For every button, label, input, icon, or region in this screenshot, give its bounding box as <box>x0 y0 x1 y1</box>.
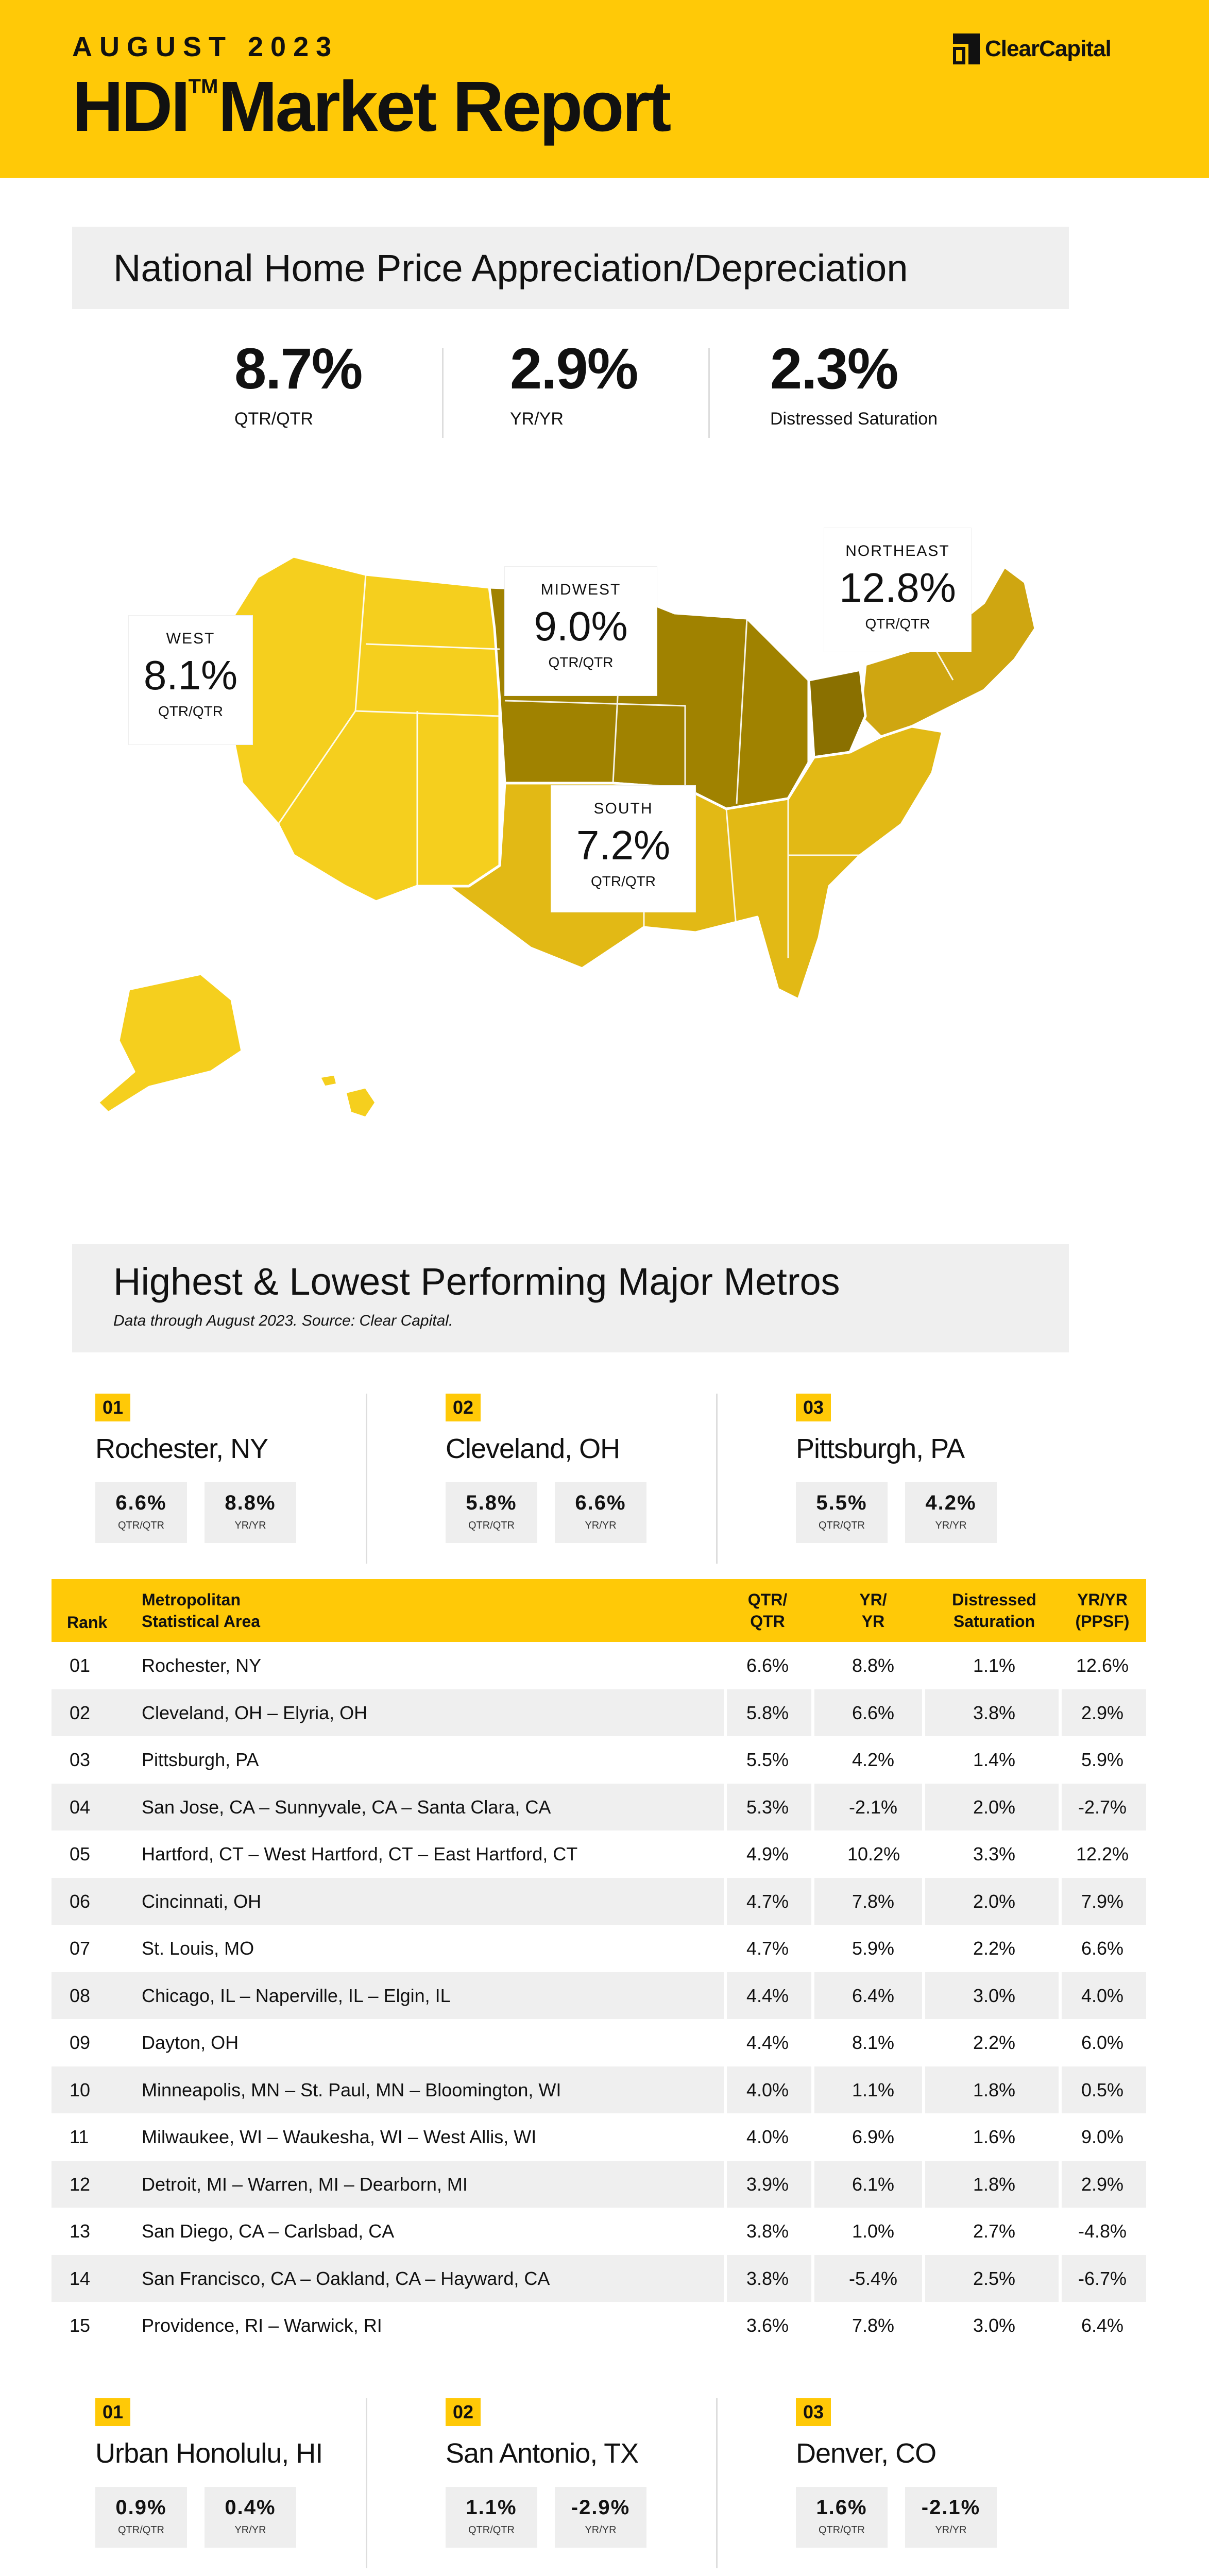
cell-msa: Cincinnati, OH <box>142 1890 262 1912</box>
col-ppsf-line2: (PPSF) <box>1075 1612 1130 1631</box>
column-separator <box>922 2302 925 2349</box>
highest-metros-table <box>52 1579 1146 2349</box>
pill-label: QTR/QTR <box>819 1520 865 1531</box>
metro-name: Pittsburgh, PA <box>796 1433 965 1464</box>
pill-value: -2.1% <box>921 2496 981 2519</box>
stat-label: YR/YR <box>510 409 564 429</box>
cell-msa: Pittsburgh, PA <box>142 1749 259 1770</box>
region-value: 9.0% <box>534 603 628 649</box>
column-separator <box>811 1878 814 1925</box>
column-separator <box>811 2255 814 2302</box>
stat-label: QTR/QTR <box>234 409 313 429</box>
pill-value: 6.6% <box>115 1492 167 1514</box>
region-hawaii-2 <box>319 1074 337 1087</box>
metros-heading-box <box>72 1244 1069 1352</box>
cell-rank: 08 <box>70 1985 91 2006</box>
yr-pill <box>205 2487 296 2548</box>
qtr-pill <box>796 1482 888 1543</box>
yr-pill <box>905 1482 997 1543</box>
column-separator <box>1059 1642 1062 1689</box>
cell-distressed: 2.5% <box>973 2267 1016 2289</box>
low-metro-card <box>446 2398 744 2536</box>
callout-west <box>129 616 252 744</box>
col-msa-line2: Statistical Area <box>142 1612 261 1631</box>
column-separator <box>922 2255 925 2302</box>
cell-rank: 09 <box>70 2032 91 2053</box>
title-hdi: HDI <box>72 67 189 146</box>
col-rank: Rank <box>67 1613 108 1632</box>
cell-distressed: 1.6% <box>973 2126 1016 2147</box>
column-separator <box>922 1972 925 2020</box>
cell-msa: San Francisco, CA – Oakland, CA – Hayward, CA <box>142 2267 550 2289</box>
pill-label: YR/YR <box>935 1520 967 1531</box>
column-separator <box>1059 2113 1062 2161</box>
column-separator <box>1059 1689 1062 1737</box>
column-separator <box>724 1925 727 1972</box>
column-separator <box>811 1736 814 1784</box>
column-separator <box>811 1831 814 1878</box>
cell-ppsf: 6.6% <box>1081 1938 1124 1959</box>
cell-qtr: 3.9% <box>746 2173 789 2195</box>
cell-ppsf: 5.9% <box>1081 1749 1124 1770</box>
column-separator <box>922 1831 925 1878</box>
cell-distressed: 1.1% <box>973 1655 1016 1676</box>
cell-qtr: 4.0% <box>746 2126 789 2147</box>
pill-value: 8.8% <box>225 1492 276 1514</box>
pill-value: 5.8% <box>466 1492 517 1514</box>
region-alaska <box>98 974 242 1113</box>
national-heading-box <box>72 227 1069 309</box>
cell-qtr: 4.7% <box>746 1938 789 1959</box>
stat-divider <box>442 348 444 438</box>
metros-heading: Highest & Lowest Performing Major Metros <box>113 1260 840 1303</box>
table-row <box>52 1784 1146 1831</box>
column-separator <box>922 2066 925 2114</box>
column-separator <box>811 1972 814 2020</box>
cell-distressed: 1.8% <box>973 2079 1016 2100</box>
column-separator <box>1059 2019 1062 2066</box>
region-name: SOUTH <box>593 800 653 817</box>
stat-label: Distressed Saturation <box>770 409 938 429</box>
cell-msa: Hartford, CT – West Hartford, CT – East Hartford, CT <box>142 1843 578 1865</box>
rank-badge: 01 <box>95 2398 130 2426</box>
column-separator <box>922 2113 925 2161</box>
qtr-pill <box>446 2487 537 2548</box>
table-row <box>52 1642 1146 1689</box>
rank-badge: 03 <box>796 2398 831 2426</box>
cell-msa: Detroit, MI – Warren, MI – Dearborn, MI <box>142 2173 468 2195</box>
column-separator <box>1059 2066 1062 2114</box>
cell-msa: Rochester, NY <box>142 1655 262 1676</box>
pill-label: QTR/QTR <box>468 1520 515 1531</box>
cell-rank: 15 <box>70 2315 91 2336</box>
table-row <box>52 2066 1146 2114</box>
cell-msa: Dayton, OH <box>142 2032 239 2053</box>
cell-yr: 1.1% <box>852 2079 895 2100</box>
cell-qtr: 3.6% <box>746 2315 789 2336</box>
cell-distressed: 3.0% <box>973 2315 1016 2336</box>
table-row <box>52 1689 1146 1737</box>
cell-yr: 10.2% <box>847 1843 900 1865</box>
cell-rank: 11 <box>70 2126 89 2147</box>
top-metro-card <box>95 1394 394 1531</box>
title-trademark: TM <box>188 75 218 98</box>
cell-distressed: 3.3% <box>973 1843 1016 1865</box>
cell-qtr: 5.3% <box>746 1796 789 1818</box>
column-separator <box>922 2208 925 2255</box>
column-separator <box>811 2161 814 2208</box>
cell-ppsf: 12.6% <box>1076 1655 1129 1676</box>
column-separator <box>1059 1925 1062 1972</box>
column-separator <box>922 1878 925 1925</box>
report-title <box>72 67 670 146</box>
column-separator <box>922 1925 925 1972</box>
card-divider <box>716 2398 718 2568</box>
table-row <box>52 1736 1146 1784</box>
cell-qtr: 4.4% <box>746 2032 789 2053</box>
table-row <box>52 2208 1146 2255</box>
cell-yr: 4.2% <box>852 1749 895 1770</box>
col-qtr-line1: QTR/ <box>747 1590 788 1609</box>
cell-rank: 04 <box>70 1796 91 1818</box>
table-row <box>52 1878 1146 1925</box>
cell-distressed: 1.8% <box>973 2173 1016 2195</box>
cell-qtr: 6.6% <box>746 1655 789 1676</box>
cell-ppsf: 4.0% <box>1081 1985 1124 2006</box>
metro-name: Rochester, NY <box>95 1433 268 1464</box>
pill-value: 0.9% <box>115 2496 167 2519</box>
top-metro-card <box>446 1394 744 1531</box>
column-separator <box>811 1642 814 1689</box>
cell-qtr: 3.8% <box>746 2267 789 2289</box>
metro-name: Cleveland, OH <box>446 1433 620 1464</box>
cell-qtr: 4.0% <box>746 2079 789 2100</box>
region-name: MIDWEST <box>540 581 621 598</box>
report-month: AUGUST 2023 <box>72 31 339 62</box>
column-separator <box>922 1784 925 1831</box>
column-separator <box>922 2161 925 2208</box>
pill-label: YR/YR <box>935 2524 967 2536</box>
column-separator <box>1059 1972 1062 2020</box>
cell-ppsf: 12.2% <box>1076 1843 1129 1865</box>
cell-qtr: 5.5% <box>746 1749 789 1770</box>
cell-rank: 12 <box>70 2173 91 2195</box>
column-separator <box>724 2208 727 2255</box>
column-separator <box>811 2113 814 2161</box>
cell-yr: 7.8% <box>852 1890 895 1912</box>
pill-label: QTR/QTR <box>468 2524 515 2536</box>
pill-value: -2.9% <box>571 2496 631 2519</box>
region-hawaii <box>345 1087 376 1118</box>
pill-label: QTR/QTR <box>118 1520 164 1531</box>
pill-value: 1.1% <box>466 2496 517 2519</box>
col-yr-line2: YR <box>861 1612 885 1631</box>
region-unit: QTR/QTR <box>158 703 223 719</box>
cell-rank: 02 <box>70 1702 91 1723</box>
pill-value: 6.6% <box>575 1492 626 1514</box>
national-stat-qtr <box>234 336 362 429</box>
cell-yr: 6.9% <box>852 2126 895 2147</box>
column-separator <box>922 2019 925 2066</box>
rank-badge: 02 <box>446 2398 481 2426</box>
pill-label: QTR/QTR <box>819 2524 865 2536</box>
logo-mark-icon <box>953 33 980 64</box>
table-row <box>52 1972 1146 2020</box>
qtr-pill <box>95 2487 187 2548</box>
col-msa <box>142 1589 260 1632</box>
region-unit: QTR/QTR <box>591 873 656 889</box>
pill-label: QTR/QTR <box>118 2524 164 2536</box>
cell-yr: 6.1% <box>852 2173 895 2195</box>
column-separator <box>1059 1736 1062 1784</box>
rank-badge: 03 <box>796 1394 831 1421</box>
national-heading: National Home Price Appreciation/Depreciation <box>113 247 908 290</box>
pill-value: 0.4% <box>225 2496 276 2519</box>
cell-qtr: 4.9% <box>746 1843 789 1865</box>
cell-yr: 7.8% <box>852 2315 895 2336</box>
cell-yr: -2.1% <box>848 1796 898 1818</box>
rank-badge: 01 <box>95 1394 130 1421</box>
column-separator <box>1059 2255 1062 2302</box>
column-separator <box>811 2019 814 2066</box>
cell-distressed: 2.0% <box>973 1890 1016 1912</box>
cell-rank: 14 <box>70 2267 91 2289</box>
low-metro-card <box>796 2398 1095 2536</box>
pill-label: YR/YR <box>234 1520 266 1531</box>
metro-name: San Antonio, TX <box>446 2438 639 2469</box>
pill-value: 1.6% <box>816 2496 867 2519</box>
pill-value: 5.5% <box>816 1492 867 1514</box>
column-separator <box>724 1831 727 1878</box>
col-yr-line1: YR/ <box>859 1590 887 1609</box>
column-separator <box>724 1784 727 1831</box>
cell-distressed: 3.8% <box>973 1702 1016 1723</box>
yr-pill <box>555 1482 646 1543</box>
cell-yr: 8.8% <box>852 1655 895 1676</box>
column-separator <box>724 1689 727 1737</box>
metro-name: Denver, CO <box>796 2438 936 2469</box>
column-separator <box>922 1689 925 1737</box>
cell-msa: Chicago, IL – Naperville, IL – Elgin, IL <box>142 1985 451 2006</box>
card-divider <box>366 1394 367 1564</box>
column-separator <box>922 1642 925 1689</box>
pill-label: YR/YR <box>234 2524 266 2536</box>
callout-midwest <box>505 567 657 696</box>
cell-ppsf: 6.4% <box>1081 2315 1124 2336</box>
cell-ppsf: -6.7% <box>1078 2267 1127 2289</box>
stat-divider <box>708 348 710 438</box>
metro-name: Urban Honolulu, HI <box>95 2438 323 2469</box>
cell-rank: 07 <box>70 1938 91 1959</box>
cell-qtr: 5.8% <box>746 1702 789 1723</box>
col-ppsf-line1: YR/YR <box>1077 1590 1128 1609</box>
card-divider <box>366 2398 367 2568</box>
column-separator <box>724 2066 727 2114</box>
top-metro-card <box>796 1394 1095 1531</box>
column-separator <box>724 1642 727 1689</box>
table-body <box>52 1642 1146 2349</box>
cell-msa: St. Louis, MO <box>142 1938 254 1959</box>
pill-label: YR/YR <box>585 1520 617 1531</box>
pill-value: 4.2% <box>925 1492 977 1514</box>
region-unit: QTR/QTR <box>865 616 930 632</box>
cell-rank: 05 <box>70 1843 91 1865</box>
region-ohio <box>809 670 865 757</box>
cell-rank: 10 <box>70 2079 91 2100</box>
column-separator <box>1059 2208 1062 2255</box>
qtr-pill <box>95 1482 187 1543</box>
cell-msa: San Diego, CA – Carlsbad, CA <box>142 2221 395 2242</box>
table-row <box>52 1831 1146 1878</box>
cell-rank: 06 <box>70 1890 91 1912</box>
cell-yr: -5.4% <box>848 2267 898 2289</box>
col-distressed <box>938 1589 1051 1632</box>
stat-value: 2.3% <box>770 336 898 401</box>
national-stat-distressed <box>770 336 938 429</box>
cell-msa: Providence, RI – Warwick, RI <box>142 2315 382 2336</box>
region-name: NORTHEAST <box>845 543 950 560</box>
cell-yr: 8.1% <box>852 2032 895 2053</box>
cell-ppsf: 6.0% <box>1081 2032 1124 2053</box>
col-msa-line1: Metropolitan <box>142 1590 241 1609</box>
table-row <box>52 2302 1146 2349</box>
column-separator <box>922 1736 925 1784</box>
cell-yr: 5.9% <box>852 1938 895 1959</box>
table-row <box>52 2161 1146 2208</box>
cell-rank: 01 <box>70 1655 91 1676</box>
cell-ppsf: -4.8% <box>1078 2221 1127 2242</box>
cell-qtr: 4.4% <box>746 1985 789 2006</box>
column-separator <box>724 1972 727 2020</box>
column-separator <box>811 1925 814 1972</box>
table-header <box>52 1579 1146 1642</box>
column-separator <box>724 2113 727 2161</box>
column-separator <box>724 1878 727 1925</box>
column-separator <box>724 2161 727 2208</box>
cell-ppsf: 2.9% <box>1081 1702 1124 1723</box>
cell-distressed: 2.2% <box>973 2032 1016 2053</box>
region-name: WEST <box>166 630 215 647</box>
yr-pill <box>555 2487 646 2548</box>
rank-badge: 02 <box>446 1394 481 1421</box>
cell-qtr: 3.8% <box>746 2221 789 2242</box>
cell-rank: 13 <box>70 2221 91 2242</box>
cell-msa: Cleveland, OH – Elyria, OH <box>142 1702 368 1723</box>
cell-distressed: 2.0% <box>973 1796 1016 1818</box>
column-separator <box>811 2302 814 2349</box>
table-row <box>52 1925 1146 1972</box>
callout-south <box>551 786 695 912</box>
column-separator <box>1059 2161 1062 2208</box>
cell-distressed: 3.0% <box>973 1985 1016 2006</box>
yr-pill <box>905 2487 997 2548</box>
cell-yr: 6.6% <box>852 1702 895 1723</box>
pill-label: YR/YR <box>585 2524 617 2536</box>
table-row <box>52 2255 1146 2302</box>
col-ds-line2: Saturation <box>953 1612 1035 1631</box>
column-separator <box>811 2066 814 2114</box>
cell-ppsf: 9.0% <box>1081 2126 1124 2147</box>
metros-source-note: Data through August 2023. Source: Clear Capital. <box>113 1312 453 1329</box>
column-separator <box>724 2302 727 2349</box>
region-value: 8.1% <box>143 652 238 698</box>
cell-msa: San Jose, CA – Sunnyvale, CA – Santa Clara, CA <box>142 1796 551 1818</box>
cell-ppsf: -2.7% <box>1078 1796 1127 1818</box>
col-ds-line1: Distressed <box>952 1590 1036 1609</box>
report-header <box>0 0 1209 178</box>
column-separator <box>811 2208 814 2255</box>
cell-distressed: 2.2% <box>973 1938 1016 1959</box>
col-qtr-line2: QTR <box>750 1612 785 1631</box>
stat-value: 8.7% <box>234 336 362 401</box>
callout-northeast <box>824 528 971 652</box>
cell-qtr: 4.7% <box>746 1890 789 1912</box>
brand-name: ClearCapital <box>985 36 1111 61</box>
cell-yr: 1.0% <box>852 2221 895 2242</box>
yr-pill <box>205 1482 296 1543</box>
cell-distressed: 1.4% <box>973 1749 1016 1770</box>
qtr-pill <box>796 2487 888 2548</box>
clear-capital-logo <box>953 31 1111 67</box>
region-unit: QTR/QTR <box>548 654 614 670</box>
card-divider <box>716 1394 718 1564</box>
col-qtr <box>737 1589 798 1632</box>
cell-distressed: 2.7% <box>973 2221 1016 2242</box>
cell-yr: 6.4% <box>852 1985 895 2006</box>
table-row <box>52 2019 1146 2066</box>
cell-ppsf: 0.5% <box>1081 2079 1124 2100</box>
table-row <box>52 2113 1146 2161</box>
region-value: 7.2% <box>576 822 671 868</box>
column-separator <box>811 1784 814 1831</box>
title-rest: Market Report <box>218 67 670 146</box>
column-separator <box>1059 1831 1062 1878</box>
stat-value: 2.9% <box>510 336 638 401</box>
cell-rank: 03 <box>70 1749 91 1770</box>
column-separator <box>1059 1784 1062 1831</box>
region-value: 12.8% <box>839 565 956 611</box>
column-separator <box>724 2019 727 2066</box>
cell-msa: Minneapolis, MN – St. Paul, MN – Bloomington, WI <box>142 2079 561 2100</box>
col-ppsf <box>1066 1589 1138 1632</box>
column-separator <box>811 1689 814 1737</box>
column-separator <box>1059 2302 1062 2349</box>
column-separator <box>724 1736 727 1784</box>
cell-ppsf: 2.9% <box>1081 2173 1124 2195</box>
national-stat-yr <box>510 336 638 429</box>
col-yr <box>847 1589 899 1632</box>
cell-msa: Milwaukee, WI – Waukesha, WI – West Allis, WI <box>142 2126 537 2147</box>
qtr-pill <box>446 1482 537 1543</box>
column-separator <box>1059 1878 1062 1925</box>
column-separator <box>724 2255 727 2302</box>
cell-ppsf: 7.9% <box>1081 1890 1124 1912</box>
low-metro-card <box>95 2398 394 2536</box>
